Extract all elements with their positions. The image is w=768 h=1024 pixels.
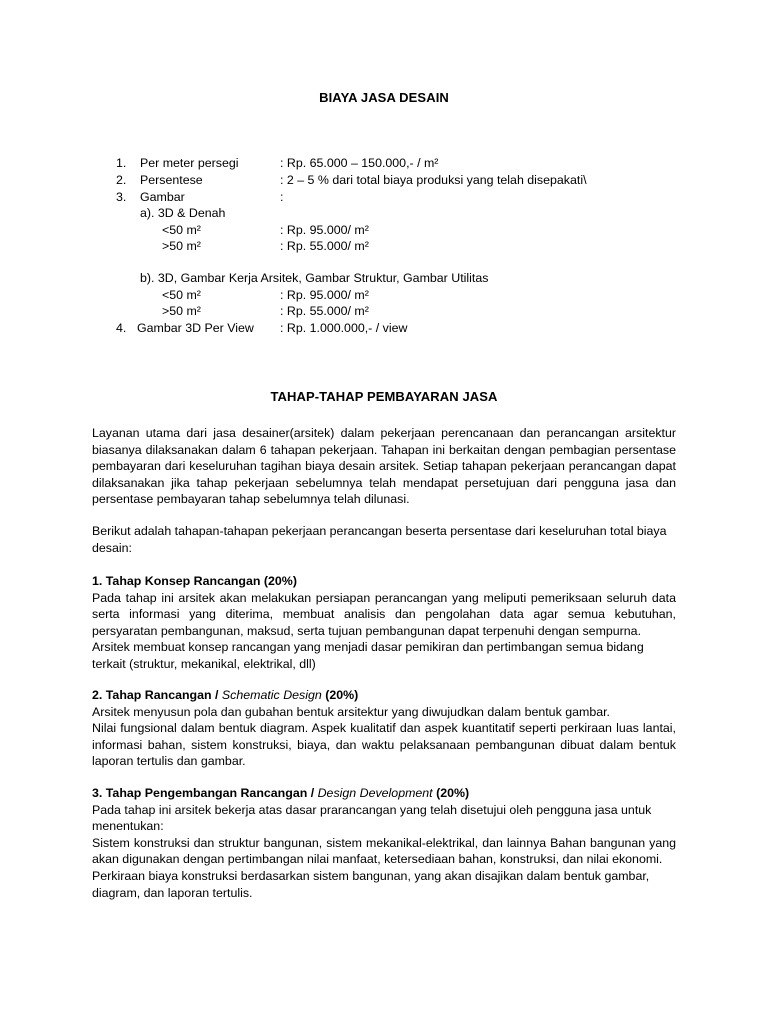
fee-item-label: Per meter persegi [140, 156, 239, 170]
stage-3-heading [92, 785, 676, 802]
fee-item-number: 2. [116, 173, 127, 187]
fee-subitem-label: a). 3D & Denah [140, 206, 226, 220]
fee-item-number: 4. [116, 321, 127, 335]
fee-subitem-value: : Rp. 95.000/ m² [280, 223, 369, 237]
stage-2-paragraph: Nilai fungsional dalam bentuk diagram. Aspek kualitatif dan aspek kuantitatif seperti perkiraan luas lantai, informasi bahan, sistem konstruksi, biaya, dan waktu pelaksanaan pembangunan dibuat dalam bentuk laporan tertulis dan gambar. [92, 721, 676, 769]
stage-1-section [92, 573, 676, 673]
intro2-text: Berikut adalah tahapan-tahapan pekerjaan perancangan beserta persentase dari keseluruhan total biaya desain: [92, 524, 667, 555]
fee-item-label: Gambar 3D Per View [137, 321, 254, 335]
fee-item-label: Gambar [140, 190, 185, 204]
intro-text: Layanan utama dari jasa desainer(arsitek) dalam pekerjaan perencanaan dan perancangan arsitektur biasanya dilaksanakan dalam 6 tahapan pekerjaan. Tahapan ini berkaitan dengan pembagian persentase pembayaran dari keseluruhan tagihan biaya desain arsitek. Setiap tahapan pekerjaan perancangan dapat dilaksanakan jika tahap pekerjaan sebelumnya telah mendapat persetujuan dari pengguna jasa dan persentase pembayaran tahap sebelumnya telah dilunasi. [92, 426, 676, 507]
fee-subitem-value: : Rp. 95.000/ m² [280, 288, 369, 302]
stage-2-paragraph: Arsitek menyusun pola dan gubahan bentuk arsitektur yang diwujudkan dalam bentuk gambar. [92, 704, 610, 719]
stage-2-heading-percent: (20%) [321, 688, 359, 702]
page-title: BIAYA JASA DESAIN [319, 90, 449, 105]
fee-item-value: : Rp. 65.000 – 150.000,- / m² [280, 156, 439, 170]
fee-item-label: Persentese [140, 173, 203, 187]
fee-item-number: 1. [116, 156, 127, 170]
stage-3-paragraph: Pada tahap ini arsitek bekerja atas dasar prarancangan yang telah disetujui oleh pengguna jasa untuk menentukan: [92, 802, 652, 834]
fee-item-value: : Rp. 1.000.000,- / view [280, 321, 408, 335]
fee-subitem-size: <50 m² [162, 288, 201, 302]
stage-1-paragraph: Pada tahap ini arsitek akan melakukan persiapan perancangan yang meliputi pemeriksaan seluruh data serta informasi yang diterima, membuat analisis dan pengolahan data agar semua kebutuhan, persyaratan pembangunan, maksud, serta tujuan pembangunan dapat terpenuhi dengan sempurna. [92, 590, 676, 638]
stage-3-heading-percent: (20%) [432, 786, 470, 800]
fee-subitem-value: : Rp. 55.000/ m² [280, 304, 369, 318]
fee-subitem-size: >50 m² [162, 304, 201, 318]
fee-subitem-value: : Rp. 55.000/ m² [280, 239, 369, 253]
stage-2-heading-text: 2. Tahap Rancangan / [92, 688, 222, 702]
intro-paragraph [92, 425, 676, 508]
stage-2-heading-italic: Schematic Design [221, 688, 322, 702]
fee-subitem-size: >50 m² [162, 239, 201, 253]
stage-3-heading-italic: Design Development [317, 786, 433, 800]
fee-subitem-label: b). 3D, Gambar Kerja Arsitek, Gambar Struktur, Gambar Utilitas [140, 271, 489, 285]
stage-1-paragraph: Arsitek membuat konsep rancangan yang menjadi dasar pemikiran dan pertimbangan semua bidang terkait (struktur, mekanikal, elektrikal, dll) [92, 640, 644, 671]
stage-2-heading [92, 687, 676, 704]
stage-3-paragraph: Sistem konstruksi dan struktur bangunan, sistem mekanikal-elektrikal, dan lainnya Bahan bangunan yang akan digunakan dengan pertimbangan nilai manfaat, ketersediaan bahan, konstruksi, dan nilai ekonomi. [92, 835, 676, 867]
stage-1-heading: 1. Tahap Konsep Rancangan (20%) [92, 574, 297, 588]
stage-3-heading-text: 3. Tahap Pengembangan Rancangan / [92, 786, 318, 800]
section-title: TAHAP-TAHAP PEMBAYARAN JASA [270, 389, 498, 404]
fee-subitem-size: <50 m² [162, 223, 201, 237]
fee-item-value: : [280, 190, 284, 204]
fee-item-number: 3. [116, 190, 127, 204]
intro2-paragraph [92, 523, 676, 556]
fee-item-value: : 2 – 5 % dari total biaya produksi yang telah disepakati\ [280, 173, 587, 187]
stage-3-paragraph: Perkiraan biaya konstruksi berdasarkan sistem bangunan, yang akan disajikan dalam bentuk gambar, diagram, dan laporan tertulis. [92, 868, 650, 900]
stage-2-section [92, 687, 676, 770]
stage-3-section [92, 785, 676, 901]
